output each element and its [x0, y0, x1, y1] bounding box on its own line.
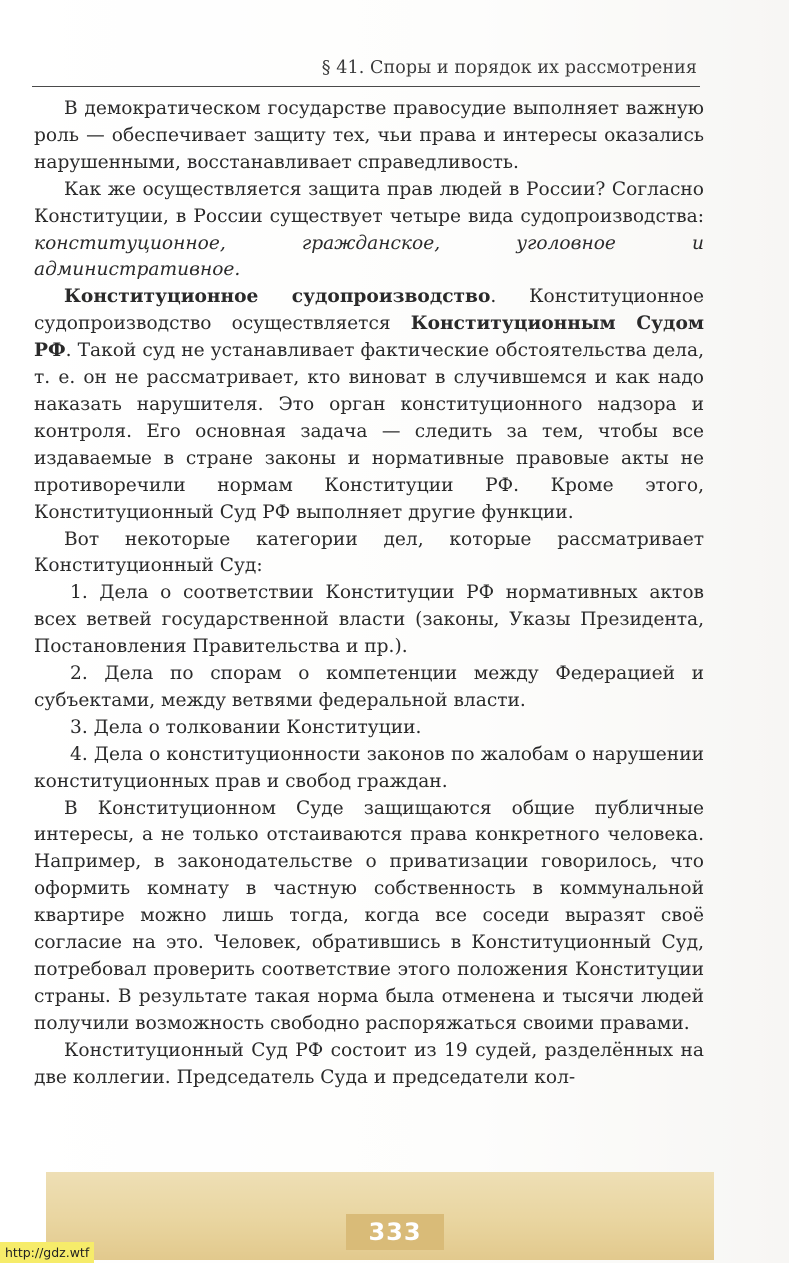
page-number: 333: [346, 1214, 444, 1250]
paragraph-text: . Конституционное судопроизводство осуществляется: [34, 286, 704, 335]
list-item: 2. Дела по спорам о компетенции между Федерацией и субъектами, между ветвями федеральной власти.: [34, 663, 704, 711]
watermark-link[interactable]: http://gdz.wtf: [0, 1242, 94, 1263]
body-text: [34, 92, 704, 1092]
court-name-bold: Конституционным Судом РФ: [34, 313, 704, 362]
paragraph-text: Как же осуществляется защита прав людей в России? Согласно Конституции, в России существует четыре вида судопроизводства:: [34, 178, 704, 227]
paragraph-intro: В демократическом государстве правосудие выполняет важную роль — обеспечивает защиту тех, чьи права и интересы оказались нарушенными, восстанавливает справедливость.: [34, 98, 704, 173]
footer-band: [46, 1172, 714, 1260]
paragraph-composition: Конституционный Суд РФ состоит из 19 судей, разделённых на две коллегии. Председатель Суда и председатели кол-: [34, 1039, 704, 1088]
court-types-italic: конституционное, гражданское, уголовное и административное.: [34, 232, 704, 281]
header-rule: [32, 86, 700, 87]
paragraph-constitutional: [34, 284, 704, 526]
paragraph-text: . Такой суд не устанавливает фактические обстоятельства дела, т. е. он не рассматривает, кто виноват в случившемся и как надо наказать нарушителя. Это орган конституционного надзора и контроля. Его основная задача — следить за тем, чтобы все издаваемые в стране законы и нормативные правовые акты не противоречили нормам Конституции РФ. Кроме этого, Конституционный Суд РФ выполняет другие функции.: [34, 340, 704, 523]
list-item: 3. Дела о толковании Конституции.: [70, 716, 422, 738]
paragraph-example: В Конституционном Суде защищаются общие публичные интересы, а не только отстаиваются права конкретного человека. Например, в законодательстве о приватизации говорилось, что оформить комнату в частную собственность в коммунальной квартире можно лишь тогда, когда все соседи выразят своё согласие на это. Человек, обратившись в Конституционный Суд, потребовал проверить соответствие этого положения Конституции страны. В результате такая норма была отменена и тысячи людей получили возможность свободно распоряжаться своими правами.: [34, 797, 704, 1034]
paragraph-court-types: [34, 177, 704, 285]
list-item: 4. Дела о конституционности законов по жалобам о нарушении конституционных прав и свобод граждан.: [34, 743, 704, 792]
section-heading: Конституционное судопроизводство: [64, 286, 491, 308]
paragraph-categories: Вот некоторые категории дел, которые рассматривает Конституционный Суд:: [34, 528, 704, 577]
list-item: 1. Дела о соответствии Конституции РФ нормативных актов всех ветвей государственной власти (законы, Указы Президента, Постановления Правительства и пр.).: [34, 582, 704, 658]
running-head-title: § 41. Споры и порядок их рассмотрения: [321, 58, 697, 78]
